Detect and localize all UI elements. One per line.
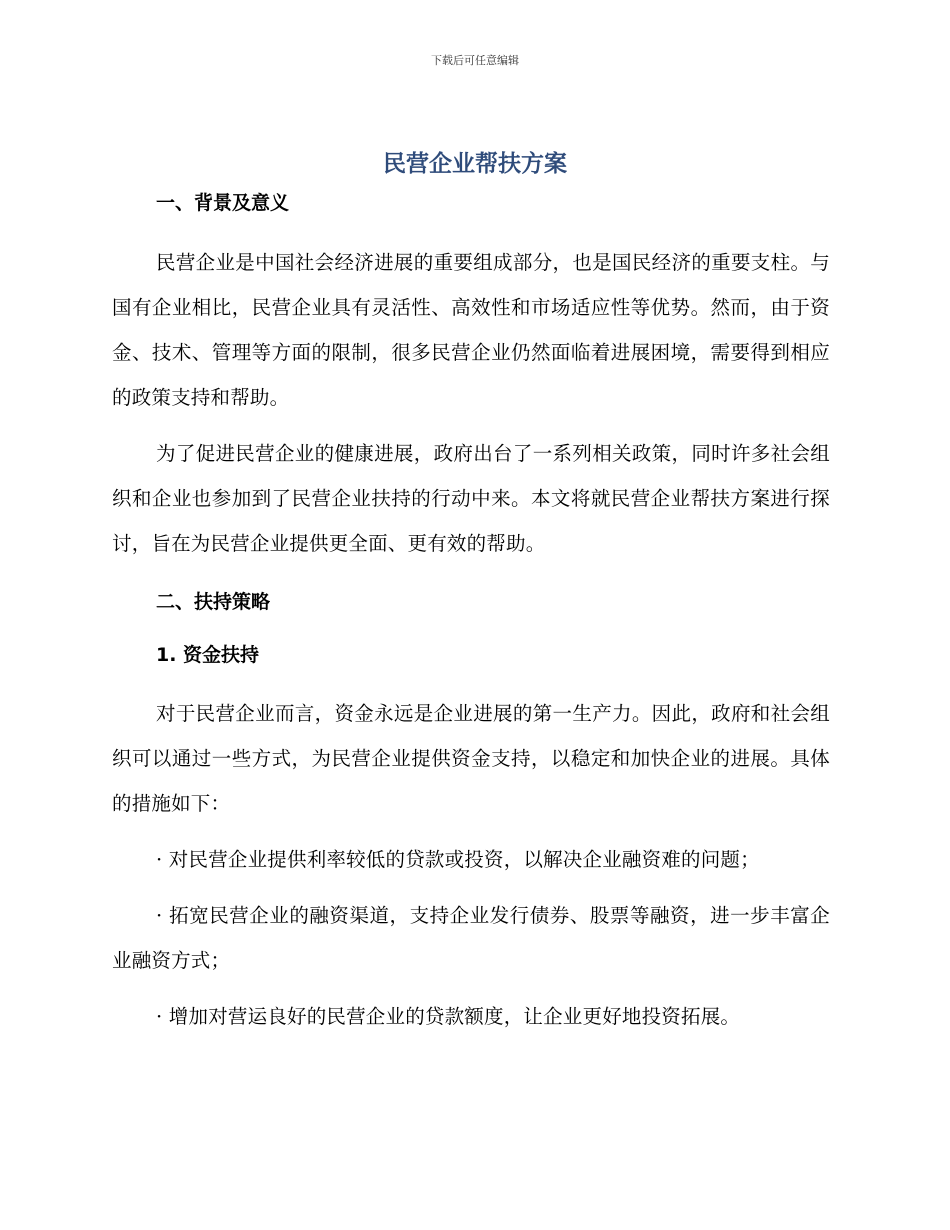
bullet-item-1: · 对民营企业提供利率较低的贷款或投资，以解决企业融资难的问题； [156,848,760,871]
paragraph-background-1: 民营企业是中国社会经济进展的重要组成部分，也是国民经济的重要支柱。与国有企业相比，民营企业具有灵活性、高效性和市场适应性等优势。然而，由于资金、技术、管理等方面的限制，很多民营企业仍然面临着进展困境，需要得到相应的政策支持和帮助。 [112,251,830,409]
bullet-item-2: · 拓宽民营企业的融资渠道，支持企业发行债券、股票等融资，进一步丰富企业融资方式； [112,904,830,972]
paragraph-background-2: 为了促进民营企业的健康进展，政府出台了一系列相关政策，同时许多社会组织和企业也参加到了民营企业扶持的行动中来。本文将就民营企业帮扶方案进行探讨，旨在为民营企业提供更全面、更有效的帮助。 [112,442,830,555]
document-title: 民营企业帮扶方案 [383,151,567,177]
section-heading-background: 一、背景及意义 [156,192,290,214]
document-body [112,188,830,1039]
bullet-item-3: · 增加对营运良好的民营企业的贷款额度，让企业更好地投资拓展。 [156,1005,741,1028]
paragraph-funding-intro: 对于民营企业而言，资金永远是企业进展的第一生产力。因此，政府和社会组织可以通过一些方式，为民营企业提供资金支持，以稳定和加快企业的进展。具体的措施如下： [112,702,830,815]
page-header-note: 下载后可任意编辑 [431,54,519,67]
subsection-heading-funding: 1. 资金扶持 [156,644,260,666]
section-heading-strategy: 二、扶持策略 [156,591,271,613]
